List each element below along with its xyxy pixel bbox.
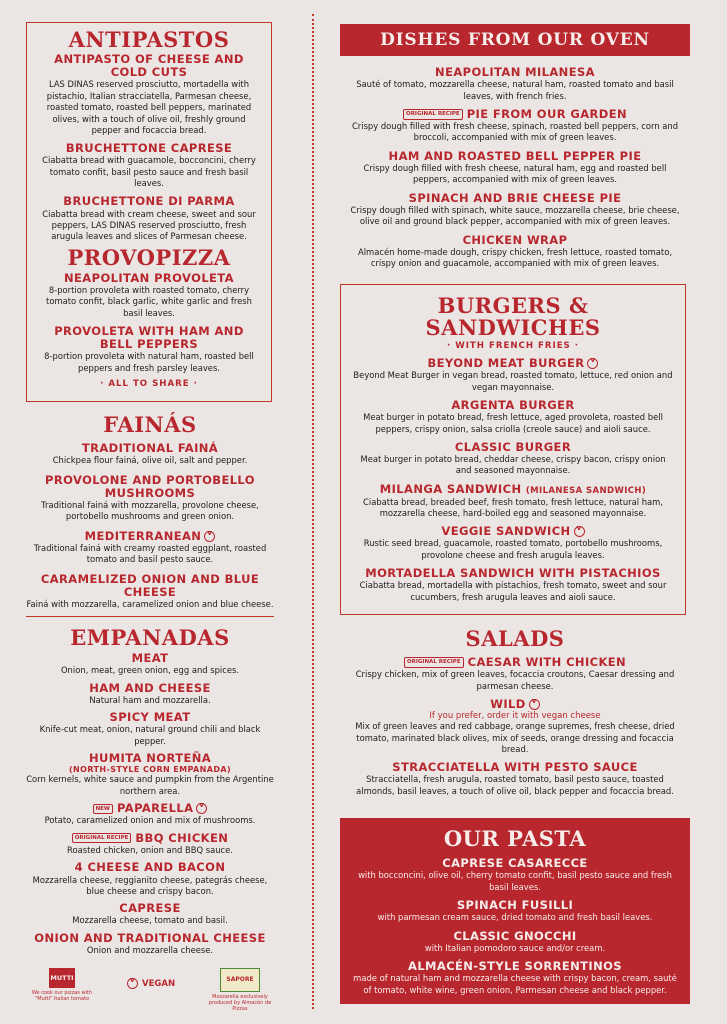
original-recipe-badge: ORIGINAL RECIPE — [404, 657, 464, 667]
share-note: · ALL TO SHARE · — [100, 379, 198, 390]
item-desc: Traditional fainá with mozzarella, provolone cheese, portobello mushrooms and green onion. — [41, 500, 259, 522]
item-title — [26, 802, 274, 815]
vegan-icon — [196, 803, 207, 814]
menu-item — [350, 698, 680, 755]
original-recipe-badge: ORIGINAL RECIPE — [72, 833, 132, 843]
mutti-caption: We cook our pizzas with "Mutti" Italian tomato — [31, 990, 93, 1002]
antipastos-provopizza-box — [26, 22, 272, 402]
item-desc: Ciabatta bread, mortadella with pistachios, fresh tomato, sweet and sour cucumbers, fresh arugula leaves and aioli sauce. — [359, 580, 667, 602]
menu-item — [26, 530, 274, 566]
vegan-icon — [587, 358, 598, 369]
menu-item — [26, 932, 274, 957]
item-desc: Fainá with mozzarella, caramelized onion and blue cheese. — [26, 599, 274, 610]
item-title: CLASSIC BURGER — [454, 439, 572, 454]
sapore-badge: SAPORE — [220, 968, 260, 992]
item-desc: Almacén home-made dough, crispy chicken, fresh lettuce, roasted tomato, crispy onion and guacamole, accompanied with mix of green leaves. — [358, 246, 672, 269]
item-desc: Rustic seed bread, guacamole, roasted tomato, portobello mushrooms, provolone cheese and fresh arugula leaves. — [363, 538, 663, 560]
item-title: BRUCHETTONE CAPRESE — [65, 141, 233, 156]
item-title: TRADITIONAL FAINÁ — [81, 441, 219, 456]
item-desc: Crispy chicken, mix of green leaves, focaccia croutons, Caesar dressing and parmesan cheese. — [355, 669, 675, 691]
item-desc: Potato, caramelized onion and mix of mushrooms. — [44, 815, 256, 826]
item-desc: Natural ham and mozzarella. — [89, 694, 211, 705]
item-desc: Ciabatta bread with cream cheese, sweet and sour peppers, LAS DINAS reserved prosciutto, fresh arugula leaves and slices of Parmesan cheese. — [42, 208, 256, 242]
item-subtitle: (NORTH-STYLE CORN EMPANADA) — [68, 765, 232, 775]
item-name: PAPARELLA — [117, 801, 194, 816]
menu-item — [352, 930, 678, 955]
menu-item — [26, 802, 274, 827]
item-title — [26, 530, 274, 543]
item-name: VEGGIE SANDWICH — [441, 524, 571, 539]
menu-item — [37, 195, 261, 242]
menu-item — [37, 325, 261, 374]
item-title: ONION AND TRADITIONAL CHEESE — [34, 930, 266, 945]
menu-item — [26, 902, 274, 927]
vegan-label: VEGAN — [142, 979, 176, 989]
item-desc: Mix of green leaves and red cabbage, orange supremes, fresh cheese, dried tomato, marinated black olives, mix of seeds, orange dressing and focaccia bread. — [355, 721, 675, 754]
menu-item — [352, 960, 678, 996]
menu-item — [26, 682, 274, 707]
menu-item — [26, 832, 274, 857]
item-desc: Mozzarella cheese, reggianito cheese, pategrás cheese, blue cheese and crispy bacon. — [32, 874, 268, 896]
vegan-icon — [204, 531, 215, 542]
menu-item — [352, 857, 678, 893]
item-desc: Mozzarella cheese, tomato and basil. — [72, 915, 228, 926]
menu-item — [353, 357, 673, 393]
item-name: BEYOND MEAT BURGER — [427, 356, 585, 371]
item-title: CARAMELIZED ONION AND BLUE CHEESE — [40, 571, 260, 599]
mutti-badge: MUTTI — [49, 968, 75, 988]
section-divider — [26, 616, 274, 617]
item-title: MEAT — [131, 651, 169, 666]
item-subtitle: (MILANESA SANDWICH) — [525, 485, 647, 496]
item-desc: Stracciatella, fresh arugula, roasted tomato, basil pesto sauce, toasted almonds, basil leaves, a touch of olive oil, black pepper and focaccia bread. — [356, 774, 674, 796]
item-desc: Onion, meat, green onion, egg and spices. — [60, 665, 240, 676]
empanadas-section — [26, 627, 274, 961]
menu-item — [26, 652, 274, 677]
item-desc: Corn kernels, white sauce and pumpkin from the Argentine northern area. — [26, 774, 274, 796]
item-desc: Chickpea flour fainá, olive oil, salt and pepper. — [52, 455, 248, 466]
footer — [26, 968, 276, 1016]
fainas-section — [26, 414, 274, 617]
item-title: BRUCHETTONE DI PARMA — [63, 194, 235, 209]
item-name: WILD — [490, 696, 526, 711]
menu-item — [37, 272, 261, 319]
menu-item — [350, 192, 680, 228]
item-desc: with bocconcini, olive oil, cherry tomato confit, basil pesto sauce and fresh basil leaves. — [358, 870, 672, 892]
oven-banner: DISHES FROM OUR OVEN — [340, 24, 690, 56]
item-title — [350, 108, 680, 121]
item-title — [353, 483, 673, 497]
original-recipe-badge: ORIGINAL RECIPE — [403, 109, 463, 119]
item-desc: Crispy dough filled with fresh cheese, spinach, roasted bell peppers, corn and broccoli, accompanied with mix of green leaves. — [351, 121, 679, 143]
salads-section — [350, 628, 680, 803]
item-desc: Ciabatta bread, breaded beef, fresh tomato, fresh lettuce, natural ham, mozzarella cheese, hard-boiled egg and seasoned mayonnaise. — [363, 496, 663, 518]
item-title: CAPRESE — [119, 901, 181, 916]
pasta-title: OUR PASTA — [443, 826, 587, 851]
menu-item — [26, 474, 274, 523]
item-title: CLASSIC GNOCCHI — [453, 928, 577, 943]
item-title: STRACCIATELLA WITH PESTO SAUCE — [392, 760, 638, 775]
provopizza-title: PROVOPIZZA — [67, 244, 231, 270]
menu-item — [350, 150, 680, 186]
column-divider — [312, 14, 314, 1009]
menu-item — [353, 525, 673, 561]
item-title: HAM AND CHEESE — [89, 680, 211, 695]
menu-item — [37, 142, 261, 189]
item-title: ANTIPASTO OF CHEESE AND COLD CUTS — [54, 52, 244, 80]
sapore-logo — [204, 968, 276, 1012]
menu-item — [37, 53, 261, 136]
menu-item — [26, 711, 274, 747]
vegan-icon — [529, 699, 540, 710]
item-title — [353, 525, 673, 538]
item-subtitle: If you prefer, order it with vegan cheese — [429, 711, 601, 722]
menu-item — [350, 234, 680, 270]
new-badge: NEW — [93, 804, 113, 814]
item-desc: 8-portion provoleta with roasted tomato, cherry tomato confit, black garlic, white garlic and fresh basil leaves. — [46, 284, 252, 318]
pasta-box — [340, 818, 690, 1004]
item-title: HAM AND ROASTED BELL PEPPER PIE — [388, 148, 642, 163]
item-desc: Crispy dough filled with spinach, white sauce, mozzarella cheese, brie cheese, olive oil and ground black pepper, accompanied with mix of green leaves. — [350, 204, 680, 227]
salads-title: SALADS — [465, 626, 565, 651]
menu-item — [353, 441, 673, 477]
item-title — [353, 357, 673, 370]
item-desc: Onion and mozzarella cheese. — [86, 944, 214, 955]
antipastos-title: ANTIPASTOS — [68, 27, 230, 52]
item-desc: Ciabatta bread with guacamole, bocconcini, cherry tomato confit, basil pesto sauce and fresh basil leaves. — [42, 155, 256, 189]
item-title: NEAPOLITAN MILANESA — [435, 65, 595, 79]
burgers-box — [340, 284, 686, 615]
mutti-logo — [30, 968, 94, 1002]
vegan-legend — [124, 978, 175, 989]
item-desc: Beyond Meat Burger in vegan bread, roasted tomato, lettuce, red onion and vegan mayonnaise. — [353, 370, 673, 392]
menu-item — [350, 761, 680, 797]
item-name: BBQ CHICKEN — [135, 830, 229, 845]
item-desc: Knife-cut meat, onion, natural ground chili and black pepper. — [39, 724, 261, 746]
item-desc: Traditional fainá with creamy roasted eggplant, roasted tomato and basil pesto sauce. — [33, 542, 267, 565]
menu-item — [353, 483, 673, 519]
menu-item — [353, 567, 673, 603]
menu-item — [352, 899, 678, 924]
item-title: PROVOLONE AND PORTOBELLO MUSHROOMS — [45, 472, 255, 500]
item-desc: with Italian pomodoro sauce and/or cream. — [424, 942, 606, 953]
menu-item — [26, 861, 274, 897]
menu-item — [26, 442, 274, 467]
item-title: PROVOLETA WITH HAM AND BELL PEPPERS — [54, 324, 244, 352]
item-title: ALMACÉN-STYLE SORRENTINOS — [408, 959, 622, 974]
fainas-title: FAINÁS — [103, 412, 197, 437]
item-title: HUMITA NORTEÑA — [88, 751, 212, 766]
menu-item — [26, 752, 274, 797]
item-title — [350, 656, 680, 669]
item-title: MORTADELLA SANDWICH WITH PISTACHIOS — [365, 566, 661, 581]
item-title — [26, 832, 274, 845]
sapore-caption: Mozzarella exclusively produced by Almacén de Pizzas — [208, 994, 272, 1012]
item-title: NEAPOLITAN PROVOLETA — [64, 270, 234, 285]
item-desc: LAS DINAS reserved prosciutto, mortadella with pistachio, Italian stracciatella, Parmesan cheese, roasted tomato, roasted bell peppers, marinated olives, with a touch of olive oil, freshly ground pepper and focaccia bread. — [46, 79, 252, 135]
burgers-subtitle: · WITH FRENCH FRIES · — [446, 341, 580, 352]
vegan-icon — [574, 526, 585, 537]
menu-item — [353, 399, 673, 435]
item-title: 4 CHEESE AND BACON — [74, 860, 226, 875]
item-desc: Crispy dough filled with fresh cheese, natural ham, egg and roasted bell peppers, accompanied with mix of green leaves. — [363, 163, 667, 185]
item-title: SPICY MEAT — [109, 710, 191, 725]
item-name: MEDITERRANEAN — [84, 528, 202, 543]
item-name: MILANGA SANDWICH — [379, 481, 522, 496]
item-title: CHICKEN WRAP — [462, 232, 568, 247]
item-name: PIE FROM OUR GARDEN — [466, 106, 627, 121]
burgers-title-line2: SANDWICHES — [425, 315, 601, 341]
item-title: SPINACH AND BRIE CHEESE PIE — [408, 190, 622, 205]
menu-item — [350, 108, 680, 144]
item-desc: with parmesan cream sauce, dried tomato and fresh basil leaves. — [377, 912, 653, 923]
vegan-icon — [127, 978, 138, 989]
item-desc: made of natural ham and mozzarella cheese with crispy bacon, cream, sauté of tomato, white wine, green onion, Parmesan cheese and black pepper. — [353, 973, 677, 995]
item-title: SPINACH FUSILLI — [456, 897, 574, 912]
item-title: CAPRESE CASARECCE — [442, 856, 588, 871]
menu-item — [350, 656, 680, 692]
empanadas-title: EMPANADAS — [70, 625, 230, 650]
oven-section — [350, 66, 680, 276]
item-desc: Roasted chicken, onion and BBQ sauce. — [67, 844, 233, 855]
item-desc: 8-portion provoleta with natural ham, roasted bell peppers and fresh parsley leaves. — [44, 351, 254, 373]
item-desc: Meat burger in potato bread, cheddar cheese, crispy bacon, crispy onion and seasoned mayonnaise. — [360, 454, 666, 476]
menu-item — [350, 66, 680, 102]
item-desc: Meat burger in potato bread, fresh lettuce, aged provoleta, roasted bell peppers, crispy onion, salsa criolla (creole sauce) and aioli sauce. — [363, 412, 663, 434]
item-title: ARGENTA BURGER — [451, 398, 575, 412]
menu-item — [26, 573, 274, 611]
item-desc: Sauté of tomato, mozzarella cheese, natural ham, roasted tomato and basil leaves, with french fries. — [356, 79, 674, 101]
item-title — [350, 698, 680, 711]
burgers-title-line1: BURGERS & — [437, 293, 589, 318]
item-name: CAESAR WITH CHICKEN — [467, 655, 627, 670]
